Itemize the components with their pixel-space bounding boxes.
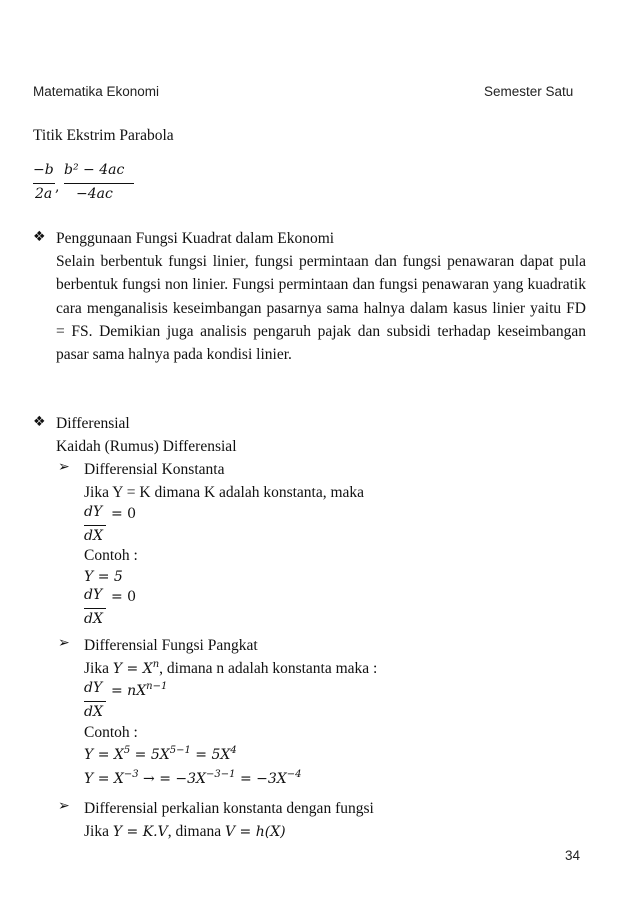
rule-title-constant-product: Differensial perkalian konstanta dengan fungsi (84, 800, 374, 817)
extremum-separator: , (55, 179, 60, 195)
section-title-differential: Differensial (56, 415, 130, 432)
fraction-bar (84, 608, 106, 609)
derivative-fraction (84, 680, 108, 724)
fraction-numerator: dY (84, 680, 103, 696)
derivative-result: = 0 (111, 589, 137, 605)
fraction-numerator: −b (33, 162, 54, 178)
fraction-bar (64, 183, 134, 184)
fraction-bar (84, 701, 106, 702)
example-equation-2: $Y = X^{-3}$ → = $-3X^{-3-1} = -3X^{-4}$ (84, 769, 302, 787)
derivative-fraction (84, 587, 108, 631)
fraction-numerator: dY (84, 587, 103, 603)
fraction-denominator: −4ac (76, 186, 113, 202)
section-subtitle-rules: Kaidah (Rumus) Differensial (56, 438, 237, 455)
running-header-title: Matematika Ekonomi (33, 84, 160, 99)
fraction-denominator: dX (84, 611, 103, 627)
rule-title-power: Differensial Fungsi Pangkat (84, 637, 258, 654)
page-number: 34 (565, 848, 581, 863)
rule-statement-constant: Jika Y = K dimana K adalah konstanta, maka (84, 484, 365, 501)
fraction-numerator: dY (84, 504, 103, 520)
arrow-bullet-icon: ➢ (58, 798, 70, 814)
extremum-fraction-x (33, 162, 60, 206)
section-paragraph-quadratic: Selain berbentuk fungsi linier, fungsi permintaan dan fungsi penawaran dapat pula berbentuk fungsi non linier. Fungsi permintaan dan fungsi penawaran yang kuadratik cara menganalisis keseimbangan pasarnya sama halnya dalam kasus linier yaitu FD = FS. Demikian juga analisis pengaruh pajak dan subsidi terhadap keseimbangan pasar sama halnya pada kondisi linier. (56, 253, 586, 364)
example-label: Contoh : (84, 547, 138, 564)
diamond-bullet-icon: ❖ (33, 414, 46, 430)
arrow-bullet-icon: ➢ (58, 635, 70, 651)
section-title-quadratic: Penggunaan Fungsi Kuadrat dalam Ekonomi (56, 230, 335, 247)
diamond-bullet-icon: ❖ (33, 229, 46, 245)
derivative-result: = $nX^{n-1}$ (111, 681, 168, 699)
statement-math-1: Y = K.V (112, 824, 168, 840)
statement-math-2: V = h(X) (225, 824, 286, 840)
fraction-denominator: dX (84, 528, 103, 544)
statement-prefix: Jika (84, 660, 109, 677)
statement-mid: , dimana (167, 823, 222, 840)
statement-suffix: , dimana n adalah konstanta maka : (159, 660, 378, 677)
derivative-fraction (84, 504, 108, 548)
fraction-denominator: 2a (35, 186, 53, 202)
extremum-title: Titik Ekstrim Parabola (33, 127, 174, 144)
running-header-semester: Semester Satu (484, 84, 574, 99)
rule-statement-power (84, 657, 377, 681)
example-equation-1: $Y = X^5 = 5X^{5-1} = 5X^4$ (84, 745, 237, 763)
derivative-result: = 0 (111, 506, 137, 522)
arrow-bullet-icon: ➢ (58, 459, 70, 475)
fraction-bar (84, 525, 106, 526)
rule-title-constant: Differensial Konstanta (84, 461, 225, 478)
fraction-numerator: b² − 4ac (64, 162, 125, 178)
statement-prefix: Jika (84, 823, 109, 840)
statement-math: $Y = X^n$ (112, 659, 160, 677)
example-label: Contoh : (84, 724, 138, 741)
rule-statement-constant-product (84, 820, 286, 844)
fraction-bar (33, 183, 55, 184)
extremum-fraction-y (64, 162, 136, 206)
example-equation: Y = 5 (84, 569, 123, 585)
fraction-denominator: dX (84, 704, 103, 720)
